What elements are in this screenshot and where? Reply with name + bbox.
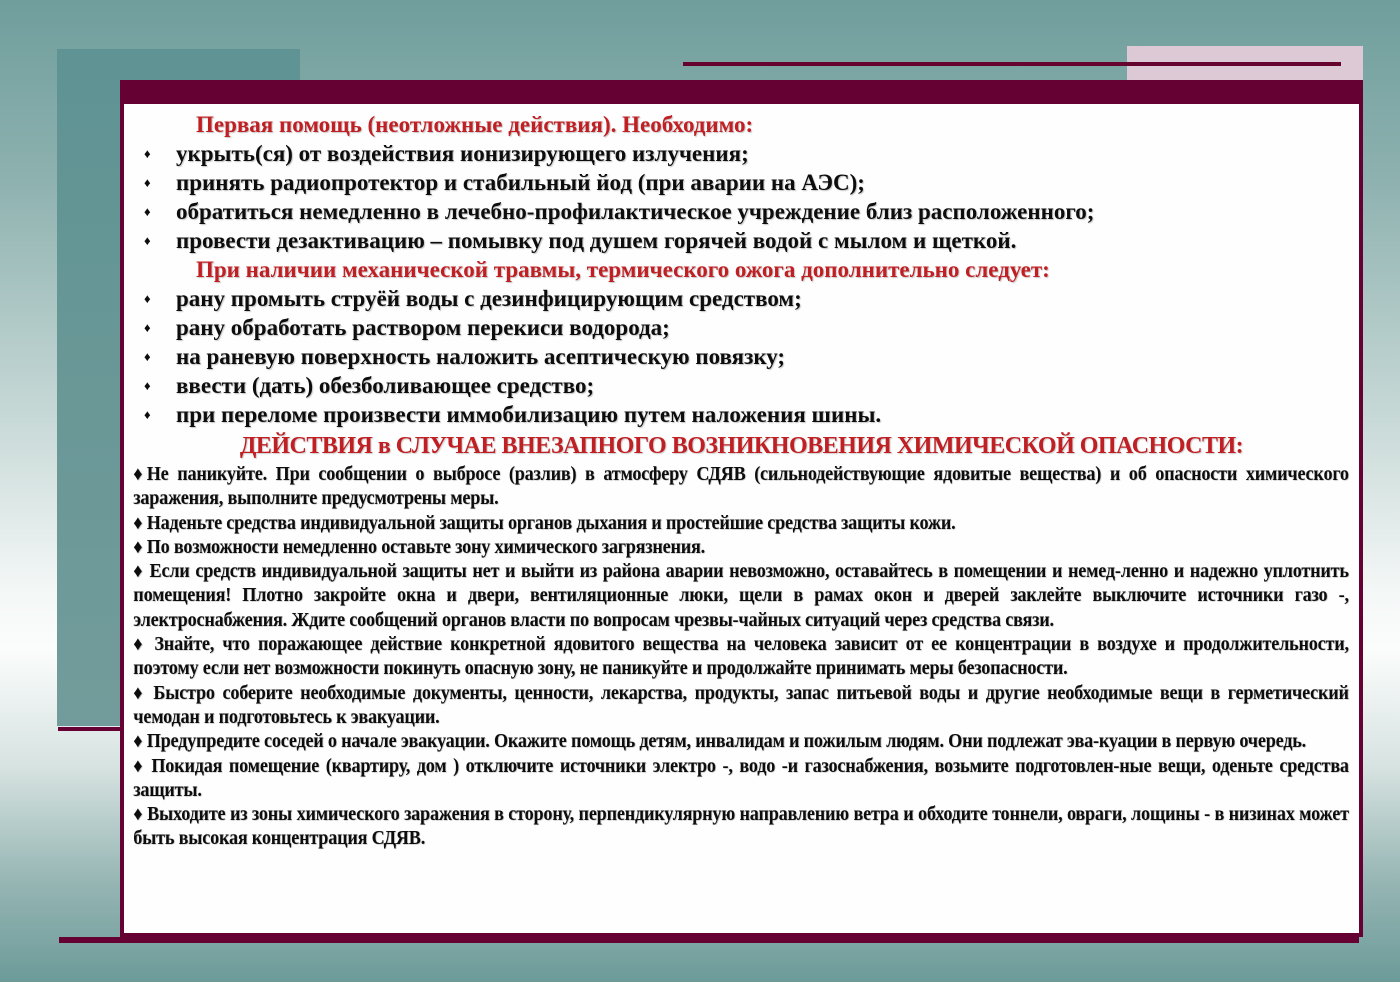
- paragraph: ♦ Наденьте средства индивидуальной защиты органов дыхания и простейшие средства защиты кожи.: [133, 512, 956, 534]
- diamond-bullet-icon: ♦: [144, 146, 151, 161]
- list-item: [124, 226, 1359, 255]
- paragraph: ♦ По возможности немедленно оставьте зону химического загрязнения.: [133, 536, 706, 558]
- paragraph: ♦ Быстро соберите необходимые документы, ценности, лекарства, продукты, запас питьевой воды и другие необходимые вещи в герметический чемодан и подготовьтесь к эвакуации.: [133, 682, 1349, 728]
- paragraph: ♦Не паникуйте. При сообщении о выбросе (разлив) в атмосферу СДЯВ (сильнодействующие ядовитые вещества) и об опасности химического заражения, выполните предусмотрены меры.: [133, 464, 1349, 510]
- list-item-text: при переломе произвести иммобилизацию путем наложения шины.: [176, 402, 882, 427]
- paragraph: ♦ Выходите из зоны химического заражения в сторону, перпендикулярную направлению ветра и обходите тоннели, овраги, лощины - в низинах может быть высокая концентрация СДЯВ.: [133, 804, 1349, 850]
- list-item-text: ввести (дать) обезболивающее средство;: [176, 373, 595, 398]
- paragraph: ♦ Предупредите соседей о начале эвакуации. Окажите помощь детям, инвалидам и пожилым людям. Они подлежат эва-куации в первую очередь.: [133, 731, 1306, 753]
- list-item: [124, 197, 1359, 226]
- diamond-bullet-icon: ♦: [144, 175, 151, 190]
- list-item: [124, 313, 1359, 342]
- section3-paragraphs: [124, 463, 1359, 852]
- list-item: [124, 168, 1359, 197]
- list-item-text: укрыть(ся) от воздействия ионизирующего излучения;: [176, 141, 749, 166]
- list-item-text: на раневую поверхность наложить асептическую повязку;: [176, 344, 786, 369]
- paragraph: ♦ Знайте, что поражающее действие конкретной ядовитого вещества на человека зависит от ее концентрации в воздухе и продолжительности, поэтому если нет возможности покинуть опасную зону, не паникуйте и продолжайте принимать меры безопасности.: [133, 634, 1349, 680]
- list-item: [124, 139, 1359, 168]
- diamond-bullet-icon: ♦: [144, 320, 151, 335]
- diamond-bullet-icon: ♦: [144, 349, 151, 364]
- section2-heading: При наличии механической травмы, термического ожога дополнительно следует:: [196, 257, 1050, 282]
- diamond-bullet-icon: ♦: [144, 407, 151, 422]
- panel-body: [120, 104, 1363, 937]
- list-item-text: провести дезактивацию – помывку под душем горячей водой с мылом и щеткой.: [176, 228, 1017, 253]
- decor-maroon-line-bottom: [59, 937, 1359, 943]
- diamond-bullet-icon: ♦: [144, 291, 151, 306]
- list-item: [124, 371, 1359, 400]
- list-item-text: принять радиопротектор и стабильный йод (при аварии на АЭС);: [176, 170, 865, 195]
- list-item-text: рану обработать раствором перекиси водорода;: [176, 315, 670, 340]
- diamond-bullet-icon: ♦: [144, 233, 151, 248]
- list-item: [124, 284, 1359, 313]
- section1-heading: Первая помощь (неотложные действия). Необходимо:: [196, 112, 754, 137]
- panel-top-bar: [120, 80, 1363, 104]
- section3-heading: ДЕЙСТВИЯ в СЛУЧАЕ ВНЕЗАПНОГО ВОЗНИКНОВЕНИЯ ХИМИЧЕСКОЙ ОПАСНОСТИ:: [239, 433, 1244, 459]
- list-item-text: рану промыть струёй воды с дезинфицирующим средством;: [176, 286, 802, 311]
- list-item: [124, 400, 1359, 429]
- diamond-bullet-icon: ♦: [144, 204, 151, 219]
- decor-maroon-line-left: [58, 727, 121, 731]
- paragraph: ♦ Если средств индивидуальной защиты нет и выйти из района аварии невозможно, оставайтесь в помещении и немед-ленно и надежно уплотнить помещения! Плотно закройте окна и двери, вентиляционные люки, щели в рамах окон и дверей заклейте выключите источники газо -, электроснабжения. Ждите сообщений органов власти по вопросам чрезвы-чайных ситуаций через средства связи.: [133, 561, 1349, 631]
- content-panel: [120, 80, 1363, 937]
- list-item: [124, 342, 1359, 371]
- paragraph: ♦ Покидая помещение (квартиру, дом ) отключите источники электро -, водо -и газоснабжения, возьмите подготовлен-ные вещи, оденьте средства защиты.: [133, 755, 1349, 801]
- diamond-bullet-icon: ♦: [144, 378, 151, 393]
- list-item-text: обратиться немедленно в лечебно-профилактическое учреждение близ расположенного;: [176, 199, 1095, 224]
- decor-maroon-line-top: [683, 62, 1341, 66]
